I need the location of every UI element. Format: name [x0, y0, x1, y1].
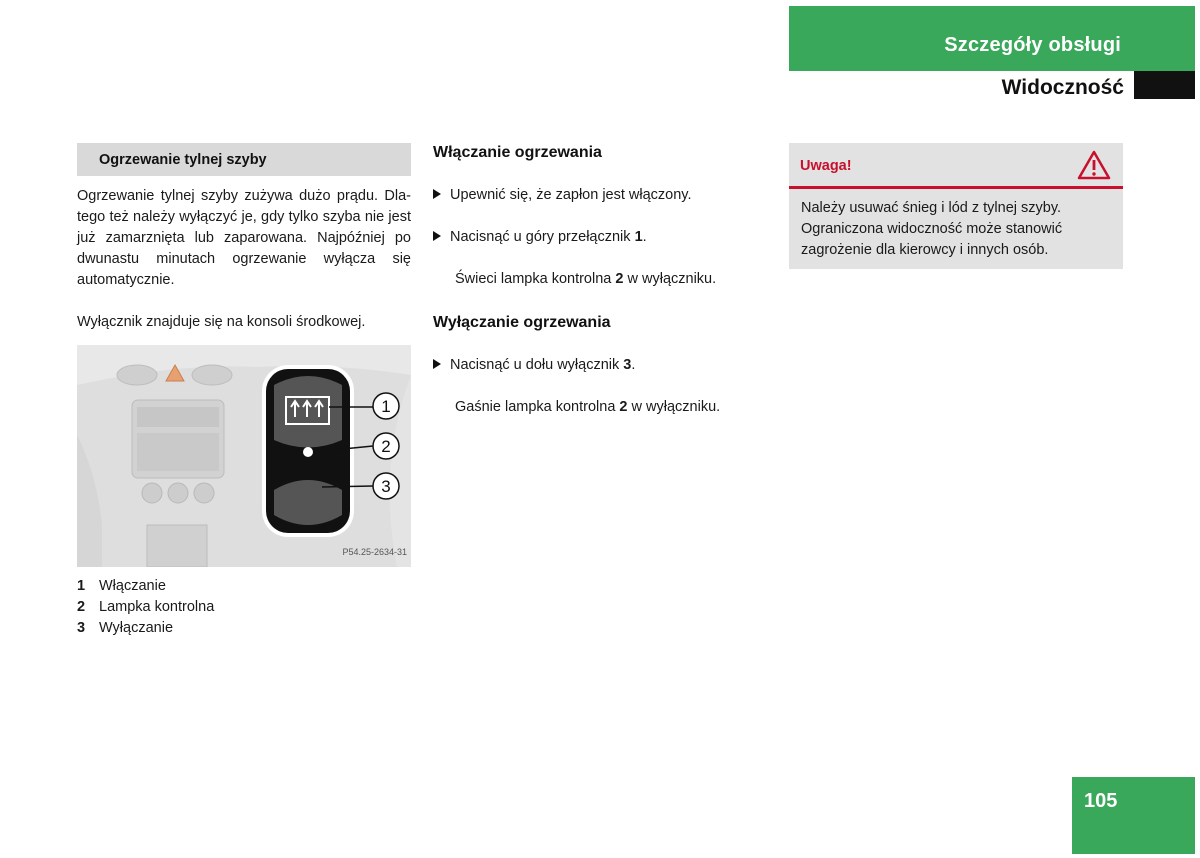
legend-label: Wyłączanie [99, 620, 174, 636]
on-result-num: 2 [615, 271, 624, 287]
figure-code: P54.25-2634-31 [342, 547, 407, 557]
off-result [455, 397, 720, 418]
warning-header [789, 143, 1123, 189]
legend-item [77, 576, 214, 597]
page-number: 105 [1084, 790, 1118, 812]
legend-num: 2 [77, 599, 86, 615]
warning-body [789, 189, 1123, 269]
on-result-post: w wyłączniku. [623, 271, 717, 287]
legend-item [77, 597, 214, 618]
topic-heading: Ogrzewanie tylnej szyby [99, 152, 267, 168]
console-drawing [77, 345, 411, 567]
on-result [455, 269, 716, 290]
switch-off-heading: Wyłączanie ogrzewania [433, 314, 611, 331]
chapter-tab [789, 6, 1195, 71]
on-step-2-text: Nacisnąć u góry przełącznik [450, 229, 635, 245]
chapter-title: Szczegóły obsługi [944, 34, 1121, 56]
legend-num: 3 [77, 620, 86, 636]
warning-triangle-icon [1077, 150, 1111, 180]
section-title: Widoczność [1001, 76, 1124, 99]
legend-label: Lampka kontrolna [99, 599, 215, 615]
warning-label: Uwaga! [800, 158, 852, 174]
section-marker-bar [1134, 71, 1195, 99]
off-result-num: 2 [619, 399, 628, 415]
warning-text: Należy usuwać śnieg i lód z tylnej szyby. Ograniczona widoczność może stanowić zagrożenie dla kierowcy i innych osób. [801, 200, 1063, 258]
off-step-1-num: 3 [623, 357, 632, 373]
bullet-arrow-icon [433, 231, 441, 241]
callout-3: 3 [381, 477, 391, 496]
off-result-post: w wyłączniku. [627, 399, 721, 415]
on-result-pre: Świeci lampka kontrolna [455, 271, 616, 287]
switch-location-paragraph: Wyłącznik znajduje się na konsoli środkowej. [77, 314, 366, 330]
off-step-1 [433, 355, 635, 376]
page-number-tab [1072, 777, 1195, 854]
console-illustration [77, 345, 411, 567]
on-step-1-text: Upewnić się, że zapłon jest włączony. [450, 187, 692, 203]
bullet-arrow-icon [433, 189, 441, 199]
callout-1: 1 [381, 397, 391, 416]
off-step-1-text: Nacisnąć u dołu wyłącznik [450, 357, 624, 373]
intro-paragraph: Ogrzewanie tylnej szyby zużywa dużo prądu. Dla-tego też należy wyłączyć je, gdy tylko szyba nie jest już zamarznięta lub zaparowana. Najpóźniej po dwunastu minutach ogrzewanie wyłącza się automatycznie. [77, 188, 411, 288]
off-result-pre: Gaśnie lampka kontrolna [455, 399, 620, 415]
legend-label: Włączanie [99, 578, 166, 594]
topic-heading-box [77, 143, 411, 176]
off-step-1-end: . [631, 357, 636, 373]
on-step-2 [433, 227, 647, 248]
bullet-arrow-icon [433, 359, 441, 369]
on-step-1 [433, 185, 692, 206]
switch-on-heading: Włączanie ogrzewania [433, 144, 602, 161]
on-step-2-num: 1 [634, 229, 643, 245]
legend-item [77, 618, 214, 639]
callout-2: 2 [381, 437, 391, 456]
legend-num: 1 [77, 578, 86, 594]
on-step-2-end: . [642, 229, 647, 245]
figure-legend [77, 576, 214, 639]
